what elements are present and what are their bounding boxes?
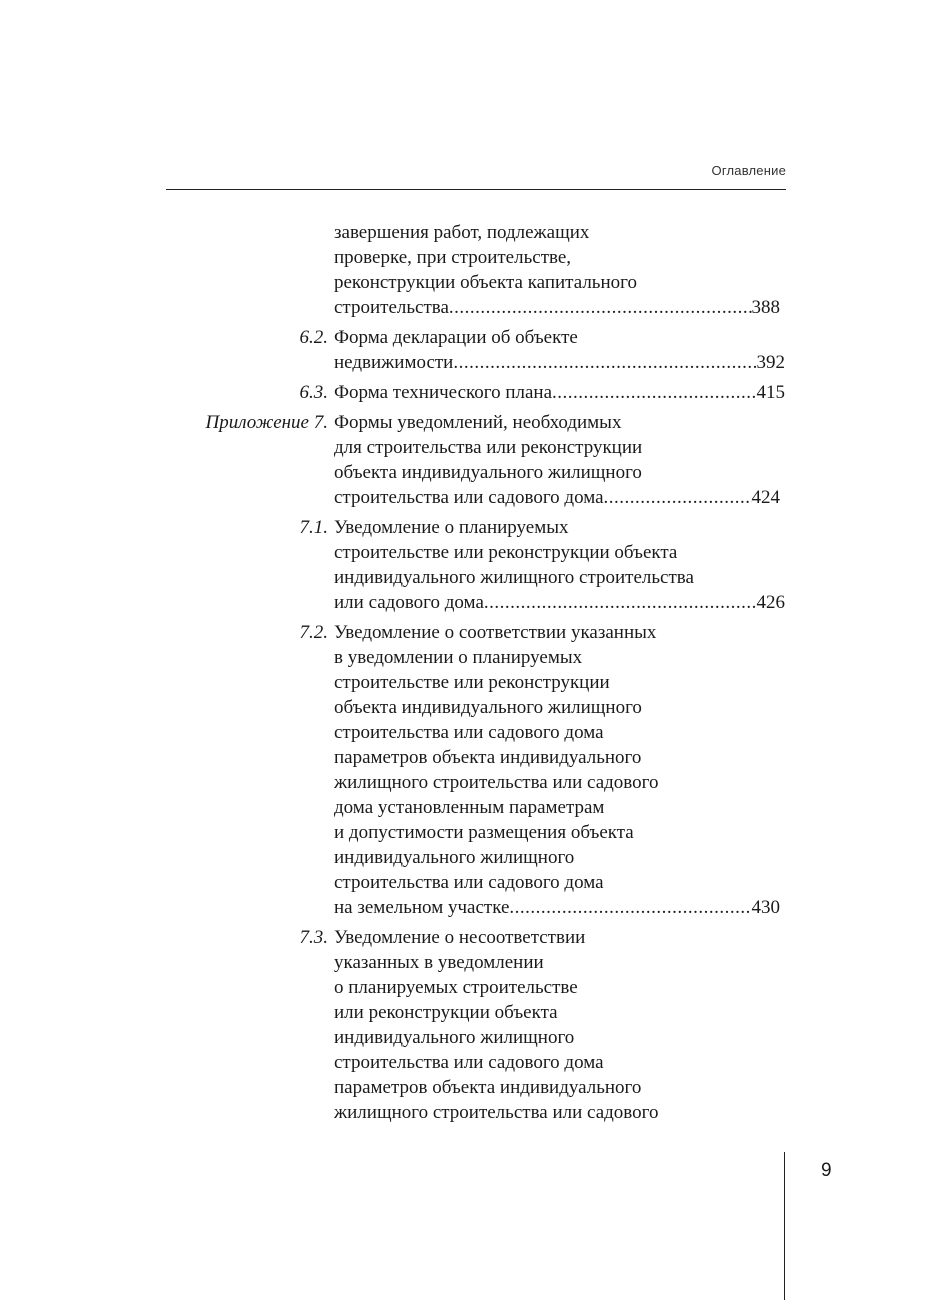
toc-entry-title (334, 220, 934, 320)
toc-entry-title-line: недвижимости (334, 352, 454, 373)
toc-entry-title-line: указанных в уведомлении (334, 952, 544, 973)
toc-entry-leader-line (334, 485, 780, 510)
toc-entry-page: 415 (756, 382, 785, 403)
toc-entry-title (334, 515, 934, 615)
toc-entry-title-line: проверке, при строительстве, (334, 247, 572, 268)
toc-entry-leader-line (334, 380, 785, 405)
toc-entry-title-line: строительстве или реконструкции (334, 672, 610, 693)
toc-entry-leader-line (334, 590, 785, 615)
toc-entry-title-line: строительстве или реконструкции объекта (334, 542, 678, 563)
table-of-contents (0, 220, 934, 1130)
toc-entry-title-line: строительства (334, 297, 449, 318)
toc-entry-title-line: строительства или садового дома (334, 872, 604, 893)
toc-entry-title-line: для строительства или реконструкции (334, 437, 643, 458)
dot-leader (449, 295, 752, 320)
dot-leader (453, 350, 756, 375)
toc-entry-title-line: Уведомление о планируемых (334, 517, 569, 538)
toc-entry-title-line: реконструкции объекта капитального (334, 272, 637, 293)
toc-entry-title-line: о планируемых строительстве (334, 977, 578, 998)
toc-entry-title (334, 620, 934, 920)
toc-entry-title-line: индивидуального жилищного (334, 847, 575, 868)
dot-leader (552, 380, 756, 405)
toc-entry-title-line: на земельном участке (334, 897, 510, 918)
toc-entry[interactable] (0, 380, 934, 405)
toc-entry-leader-line (334, 295, 780, 320)
dot-leader (484, 590, 757, 615)
toc-entry-title-line: строительства или садового дома (334, 722, 604, 743)
toc-entry-title-line: индивидуального жилищного строительства (334, 567, 694, 588)
toc-entry-title-line: параметров объекта индивидуального (334, 1077, 642, 1098)
toc-entry-leader-line (334, 350, 785, 375)
toc-entry[interactable] (0, 325, 934, 375)
toc-entry-title-line: строительства или садового дома (334, 1052, 604, 1073)
toc-entry-number: 7.1. (299, 517, 328, 538)
toc-entry[interactable] (0, 410, 934, 510)
toc-entry-title-line: объекта индивидуального жилищного (334, 462, 642, 483)
toc-entry[interactable] (0, 220, 934, 320)
dot-leader (509, 895, 751, 920)
header-rule (166, 189, 786, 190)
toc-entry-page: 424 (751, 487, 780, 508)
toc-entry-title-line: жилищного строительства или садового (334, 772, 659, 793)
toc-entry-page: 388 (751, 297, 780, 318)
toc-entry-title-line: строительства или садового дома (334, 487, 604, 508)
toc-entry-title (334, 380, 934, 405)
toc-entry[interactable] (0, 515, 934, 615)
toc-entry-number: 6.2. (299, 327, 328, 348)
page-number: 9 (821, 1160, 832, 1181)
toc-entry-title-line: параметров объекта индивидуального (334, 747, 642, 768)
toc-entry-title (334, 410, 934, 510)
toc-entry-number: 6.3. (299, 382, 328, 403)
toc-entry-title-line: Уведомление о соответствии указанных (334, 622, 657, 643)
toc-entry-title-line: дома установленным параметрам (334, 797, 605, 818)
toc-entry-title-line: или реконструкции объекта (334, 1002, 558, 1023)
toc-entry-title-line: Форма технического плана (334, 382, 553, 403)
toc-entry-number: 7.3. (299, 927, 328, 948)
toc-entry-title-line: завершения работ, подлежащих (334, 222, 590, 243)
dot-leader (604, 485, 752, 510)
toc-entry-page: 430 (751, 897, 780, 918)
toc-entry-title-line: Форма декларации об объекте (334, 327, 578, 348)
toc-entry-title-line: жилищного строительства или садового (334, 1102, 659, 1123)
toc-entry-number: 7.2. (299, 622, 328, 643)
toc-entry-title (334, 325, 934, 375)
toc-entry-leader-line (334, 895, 780, 920)
toc-entry-page: 392 (756, 352, 785, 373)
toc-entry-title-line: индивидуального жилищного (334, 1027, 575, 1048)
toc-entry-title-line: или садового дома (334, 592, 484, 613)
toc-entry[interactable] (0, 620, 934, 920)
toc-entry-title-line: в уведомлении о планируемых (334, 647, 583, 668)
toc-entry-title-line: объекта индивидуального жилищного (334, 697, 642, 718)
toc-entry-number: Приложение 7. (205, 412, 328, 433)
toc-entry-title (334, 925, 934, 1125)
running-title: Оглавление (711, 163, 786, 178)
toc-entry[interactable] (0, 925, 934, 1125)
toc-entry-title-line: Уведомление о несоответствии (334, 927, 586, 948)
toc-entry-page: 426 (756, 592, 785, 613)
toc-entry-title-line: и допустимости размещения объекта (334, 822, 634, 843)
toc-entry-title-line: Формы уведомлений, необходимых (334, 412, 622, 433)
page-number-rule (784, 1152, 785, 1300)
